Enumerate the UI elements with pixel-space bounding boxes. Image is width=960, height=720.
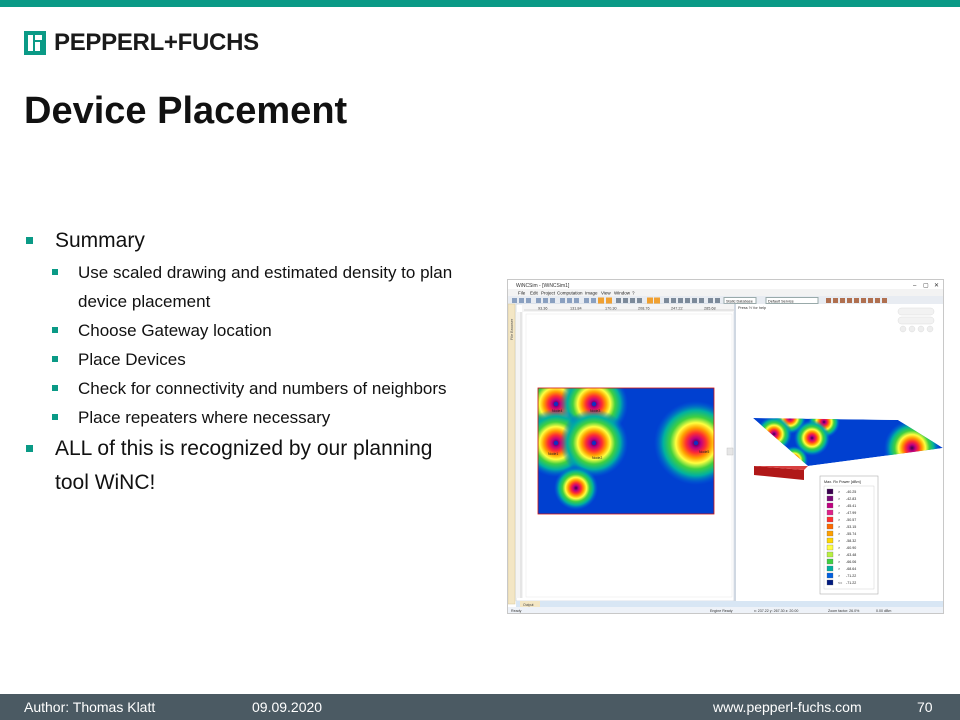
device-label-node2: Node2: [592, 456, 603, 460]
legend-operator: >: [838, 511, 841, 516]
svg-text:208.76: 208.76: [638, 306, 650, 311]
menu-help[interactable]: ?: [632, 290, 635, 296]
footer-bar: [0, 694, 960, 720]
legend-swatch: [827, 566, 833, 571]
device-label-node5: Node5: [699, 450, 710, 454]
legend-operator: >: [838, 567, 841, 572]
svg-text:Static Database: Static Database: [726, 299, 753, 304]
slide-title: Device Placement: [24, 90, 348, 132]
legend-operator: >: [838, 539, 841, 544]
bullet-square-icon: [52, 269, 58, 275]
svg-text:–: –: [913, 283, 917, 289]
legend-value: -66.06: [846, 560, 857, 565]
menu-edit[interactable]: Edit: [530, 290, 538, 296]
legend-swatch: [827, 552, 833, 557]
legend-operator: <=: [838, 581, 843, 586]
svg-text:✕: ✕: [934, 283, 940, 289]
top-accent-bar: [0, 0, 960, 7]
legend-operator: >: [838, 553, 841, 558]
legend-swatch: [827, 503, 833, 508]
svg-text:131.84: 131.84: [570, 306, 582, 311]
bullet-square-icon: [26, 237, 33, 244]
winc-screenshot: [507, 279, 944, 614]
bullet-summary: Summary: [24, 224, 464, 258]
menu-window[interactable]: Window: [614, 290, 631, 296]
legend-value: -60.90: [846, 546, 857, 551]
svg-text:Default Service: Default Service: [768, 299, 794, 304]
legend-swatch: [827, 496, 833, 501]
legend-operator: >: [838, 518, 841, 523]
bullet-square-icon: [52, 385, 58, 391]
legend-value: -45.41: [846, 504, 857, 509]
status-value: 0.00 dBm: [876, 608, 892, 613]
menu-file[interactable]: File: [518, 290, 526, 296]
svg-text:247.22: 247.22: [671, 306, 683, 311]
footer-author: Author: Thomas Klatt: [24, 699, 156, 715]
menu-view[interactable]: View: [601, 290, 611, 296]
legend-swatch: [827, 573, 833, 578]
status-engine: Engine Ready: [710, 608, 733, 613]
footer-date: 09.09.2020: [252, 699, 323, 715]
menu-project[interactable]: Project: [541, 290, 556, 296]
legend-swatch: [827, 517, 833, 522]
sub-bullet: Place repeaters where necessary: [52, 403, 464, 432]
legend-value: -71.22: [846, 574, 857, 579]
help-hint: Press 'h' for help: [738, 306, 767, 310]
legend-swatch: [827, 545, 833, 550]
legend-operator: >: [838, 497, 841, 502]
bullet-square-icon: [52, 356, 58, 362]
bullet-conclusion: ALL of this is recognized by our planning tool WiNC!: [24, 432, 464, 500]
legend-swatch: [827, 538, 833, 543]
logo-text: PEPPERL+FUCHS: [54, 29, 259, 56]
legend-value: -55.74: [846, 532, 857, 537]
file-browser-tab[interactable]: File Browser: [510, 318, 514, 340]
legend-swatch: [827, 559, 833, 564]
legend-operator: >: [838, 490, 841, 495]
power-legend: [820, 476, 878, 594]
legend-value: -68.64: [846, 567, 857, 572]
window-title: WiNCSim - [WiNCSim1]: [516, 283, 570, 289]
legend-value: -47.99: [846, 511, 857, 516]
legend-swatch: [827, 580, 833, 585]
legend-value: -42.83: [846, 497, 857, 502]
legend-title: Max. Rx Power [dBm]: [824, 480, 861, 484]
sub-bullet: Choose Gateway location: [52, 316, 464, 345]
legend-operator: >: [838, 546, 841, 551]
legend-value: -63.48: [846, 553, 857, 558]
status-ready: Ready: [511, 608, 522, 613]
footer-url[interactable]: www.pepperl-fuchs.com: [713, 699, 862, 715]
legend-value: -40.25: [846, 490, 857, 495]
svg-text:170.30: 170.30: [605, 306, 617, 311]
legend-value: -71.22: [846, 581, 857, 586]
legend-swatch: [827, 489, 833, 494]
sub-bullet: Check for connectivity and numbers of neighbors: [52, 374, 464, 403]
sub-bullet: Use scaled drawing and estimated density to plan device placement: [52, 258, 464, 316]
legend-operator: >: [838, 560, 841, 565]
menu-computation[interactable]: Computation: [557, 290, 583, 296]
legend-operator: >: [838, 504, 841, 509]
company-logo: [24, 28, 259, 58]
logo-mark-icon: [24, 31, 46, 55]
status-zoom: Zoom factor: 26.0%: [828, 608, 860, 613]
footer-page-number: 70: [917, 699, 933, 715]
device-label-node4: Node4: [552, 409, 563, 413]
legend-operator: >: [838, 525, 841, 530]
bullet-list: [24, 224, 464, 500]
legend-value: -58.32: [846, 539, 857, 544]
legend-operator: >: [838, 532, 841, 537]
legend-swatch: [827, 531, 833, 536]
menu-image[interactable]: Image: [585, 290, 598, 296]
device-label-node3: Node3: [590, 409, 601, 413]
svg-text:93.36: 93.36: [538, 306, 548, 311]
svg-text:Output: Output: [523, 602, 534, 607]
status-coords: x: 237.22 y: 267.30 z: 20.00: [754, 608, 799, 613]
legend-swatch: [827, 524, 833, 529]
legend-operator: >: [838, 574, 841, 579]
legend-value: -53.15: [846, 525, 857, 530]
device-label-node1: Node1: [548, 452, 559, 456]
bullet-square-icon: [26, 445, 33, 452]
sub-bullet: Place Devices: [52, 345, 464, 374]
legend-swatch: [827, 510, 833, 515]
legend-value: -50.57: [846, 518, 857, 523]
svg-text:▢: ▢: [923, 283, 929, 289]
bullet-square-icon: [52, 414, 58, 420]
svg-text:285.68: 285.68: [704, 306, 716, 311]
bullet-square-icon: [52, 327, 58, 333]
